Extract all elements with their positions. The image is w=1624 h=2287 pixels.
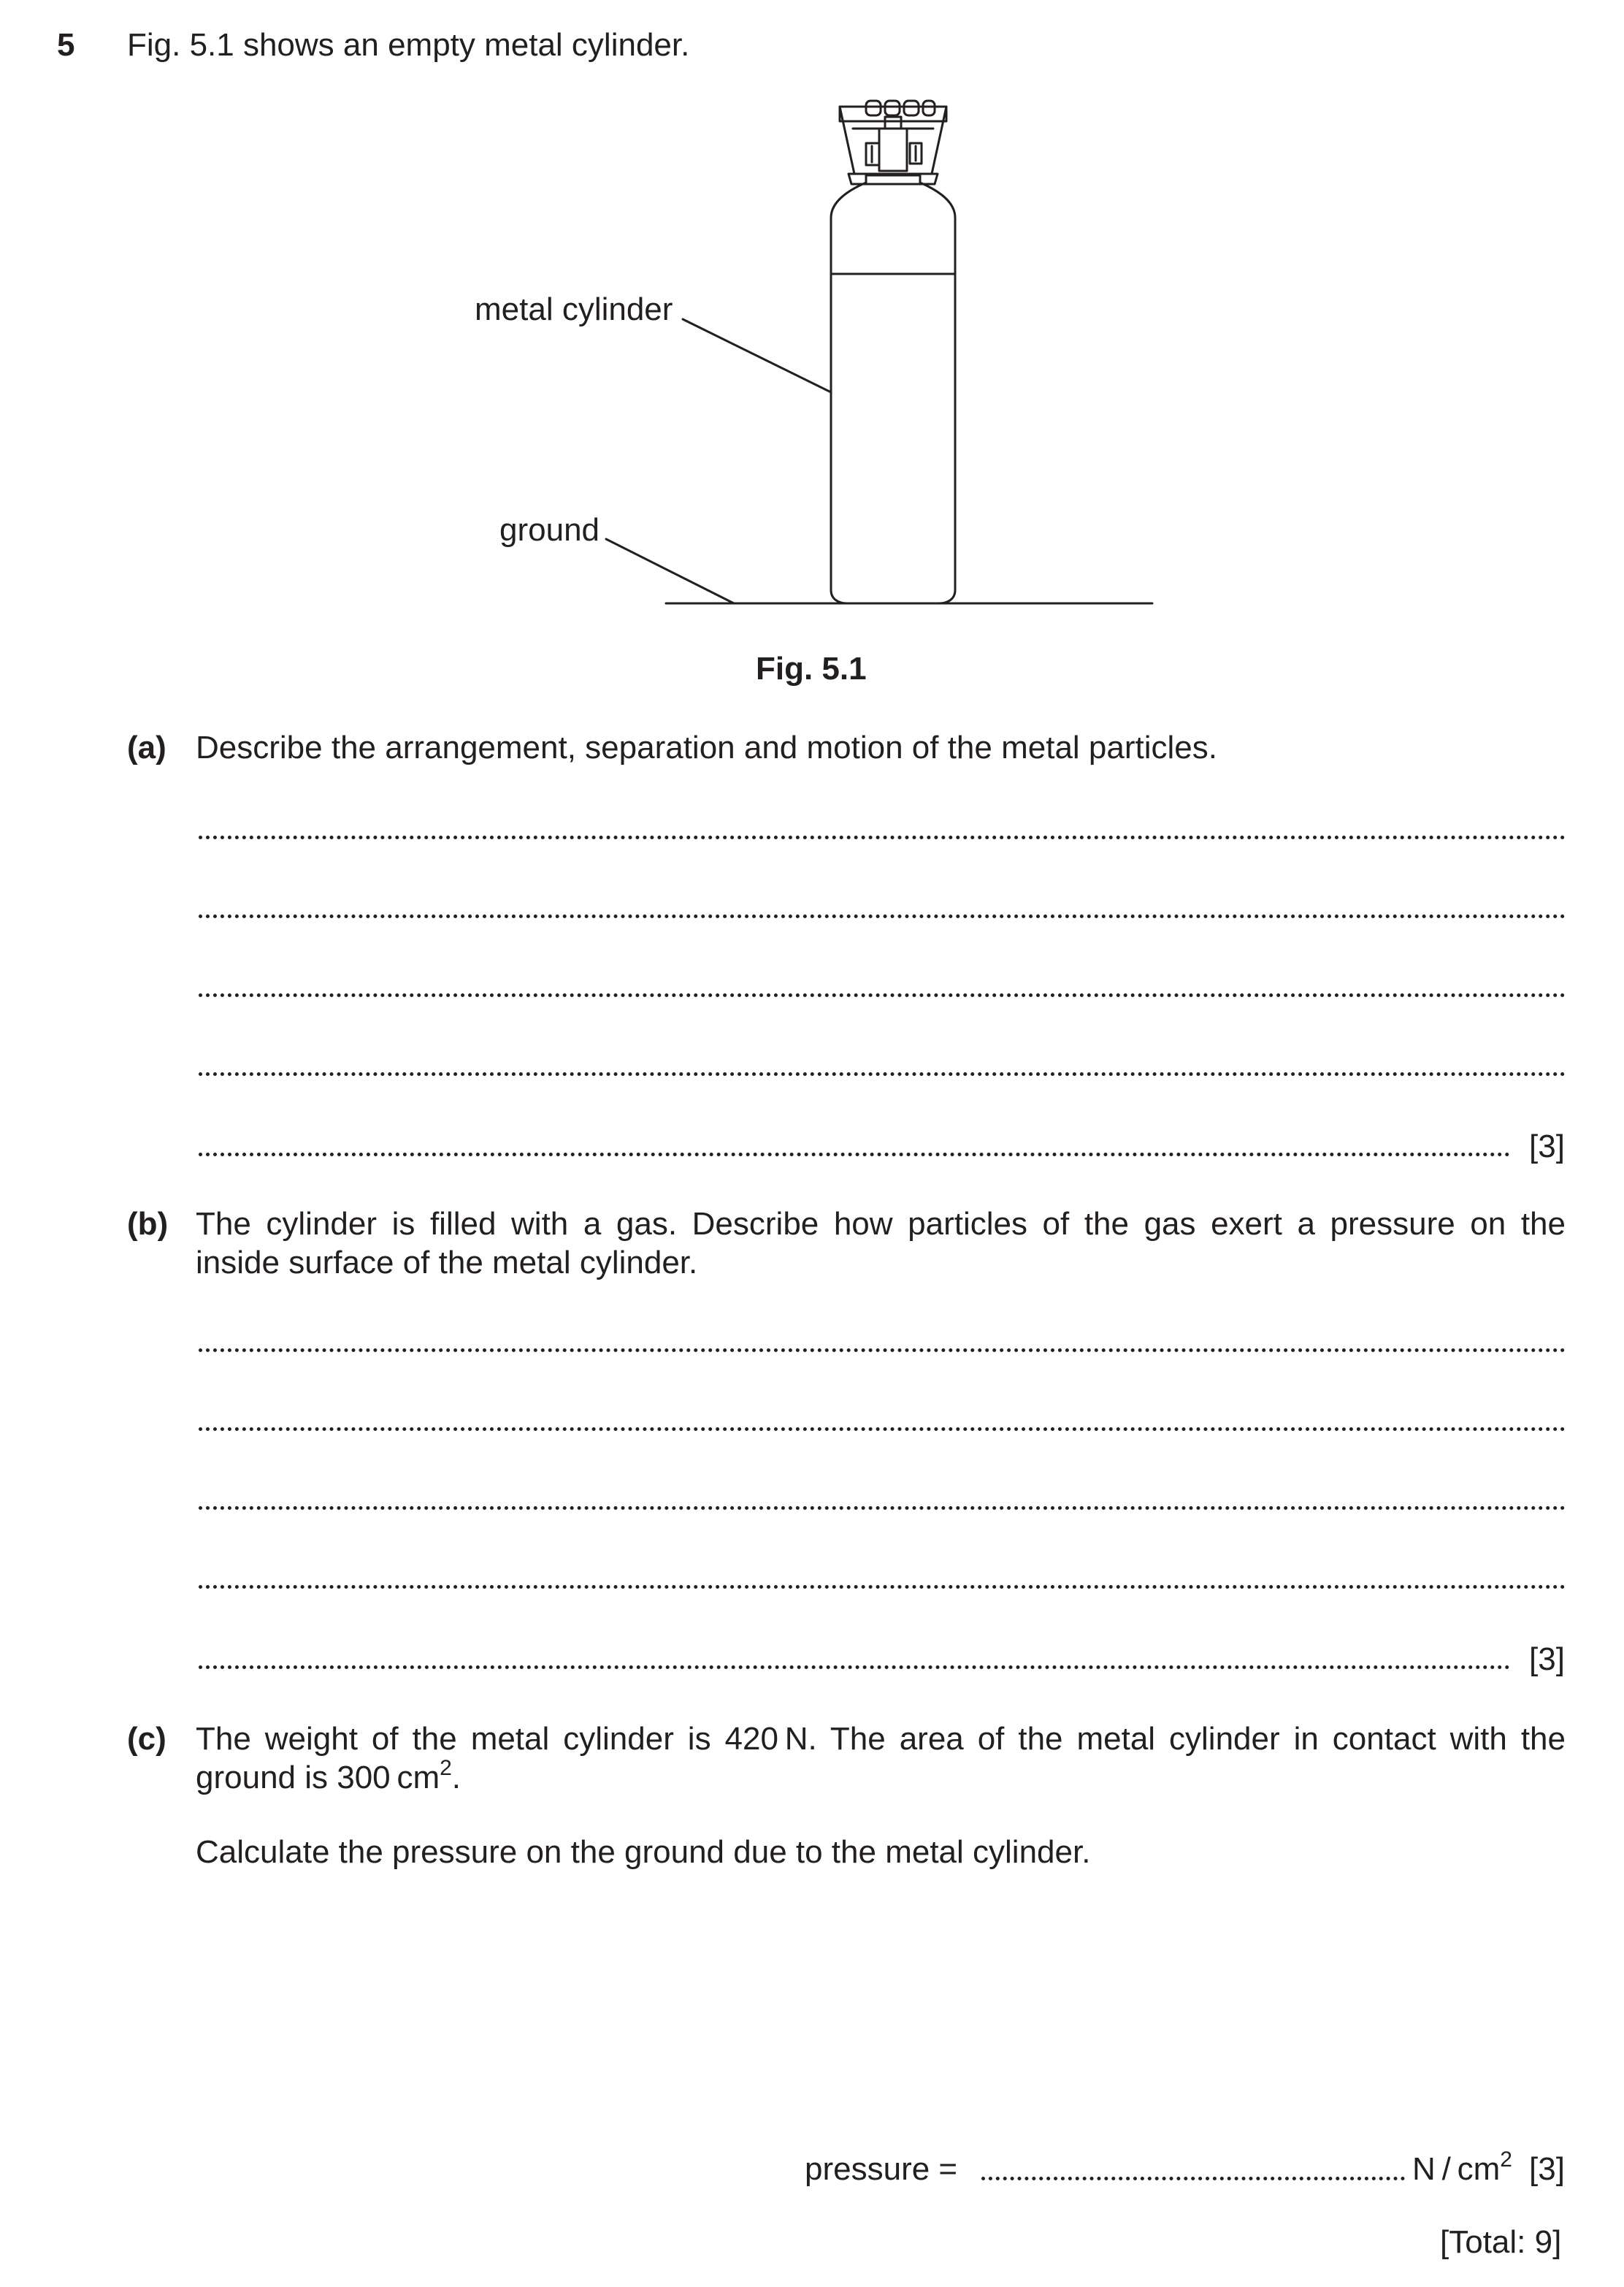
ground-leader-line: [606, 539, 734, 603]
pressure-answer-label: pressure =: [805, 2151, 958, 2187]
cylinder-leader-line: [683, 319, 831, 392]
question-number: 5: [57, 27, 75, 63]
figure-caption: Fig. 5.1: [756, 651, 867, 687]
part-b-answer-line-3[interactable]: [199, 1506, 1566, 1510]
figure-5-1: [0, 0, 1624, 701]
part-b-answer-line-2[interactable]: [199, 1427, 1566, 1431]
part-a-answer-line-1[interactable]: [199, 836, 1566, 839]
part-b-answer-line-1[interactable]: [199, 1348, 1566, 1352]
part-b-question-line-1: The cylinder is filled with a gas. Describe how particles of the gas exert a pressure on the: [196, 1206, 1566, 1242]
part-c-line2-text: ground is 300 cm: [196, 1760, 440, 1795]
part-a-answer-line-3[interactable]: [199, 993, 1566, 997]
part-a-answer-line-4[interactable]: [199, 1072, 1566, 1076]
part-c-label: (c): [127, 1721, 166, 1757]
total-marks: [Total: 9]: [1440, 2224, 1562, 2260]
part-c-instruction: Calculate the pressure on the ground due to the metal cylinder.: [196, 1834, 1091, 1870]
part-c-line2-sup: 2: [440, 1756, 452, 1780]
part-c-mark: [3]: [1529, 2151, 1565, 2187]
part-b-label: (b): [127, 1206, 169, 1242]
part-b-answer-line-5[interactable]: [199, 1665, 1510, 1669]
part-a-answer-line-2[interactable]: [199, 915, 1566, 918]
pressure-unit: [1412, 2147, 1512, 2188]
pressure-unit-text: N / cm: [1412, 2151, 1501, 2187]
label-ground: ground: [499, 512, 600, 548]
part-b-question-line-2: inside surface of the metal cylinder.: [196, 1245, 698, 1280]
pressure-answer-line[interactable]: [981, 2177, 1405, 2180]
part-c-question-line-2: [196, 1756, 461, 1797]
part-a-answer-line-5[interactable]: [199, 1153, 1510, 1156]
part-a-question: Describe the arrangement, separation and motion of the metal particles.: [196, 730, 1217, 765]
part-a-mark: [3]: [1529, 1129, 1565, 1164]
cylinder-body: [831, 175, 955, 603]
label-metal-cylinder: metal cylinder: [475, 291, 673, 327]
question-intro: Fig. 5.1 shows an empty metal cylinder.: [127, 27, 690, 63]
part-c-line2-end: .: [451, 1760, 461, 1795]
part-b-answer-line-4[interactable]: [199, 1585, 1566, 1589]
part-b-mark: [3]: [1529, 1641, 1565, 1677]
part-c-question-line-1: The weight of the metal cylinder is 420 N. The area of the metal cylinder in contact with the: [196, 1721, 1566, 1757]
pressure-unit-sup: 2: [1500, 2147, 1512, 2172]
part-a-label: (a): [127, 730, 166, 765]
valve-crown: [840, 107, 946, 121]
